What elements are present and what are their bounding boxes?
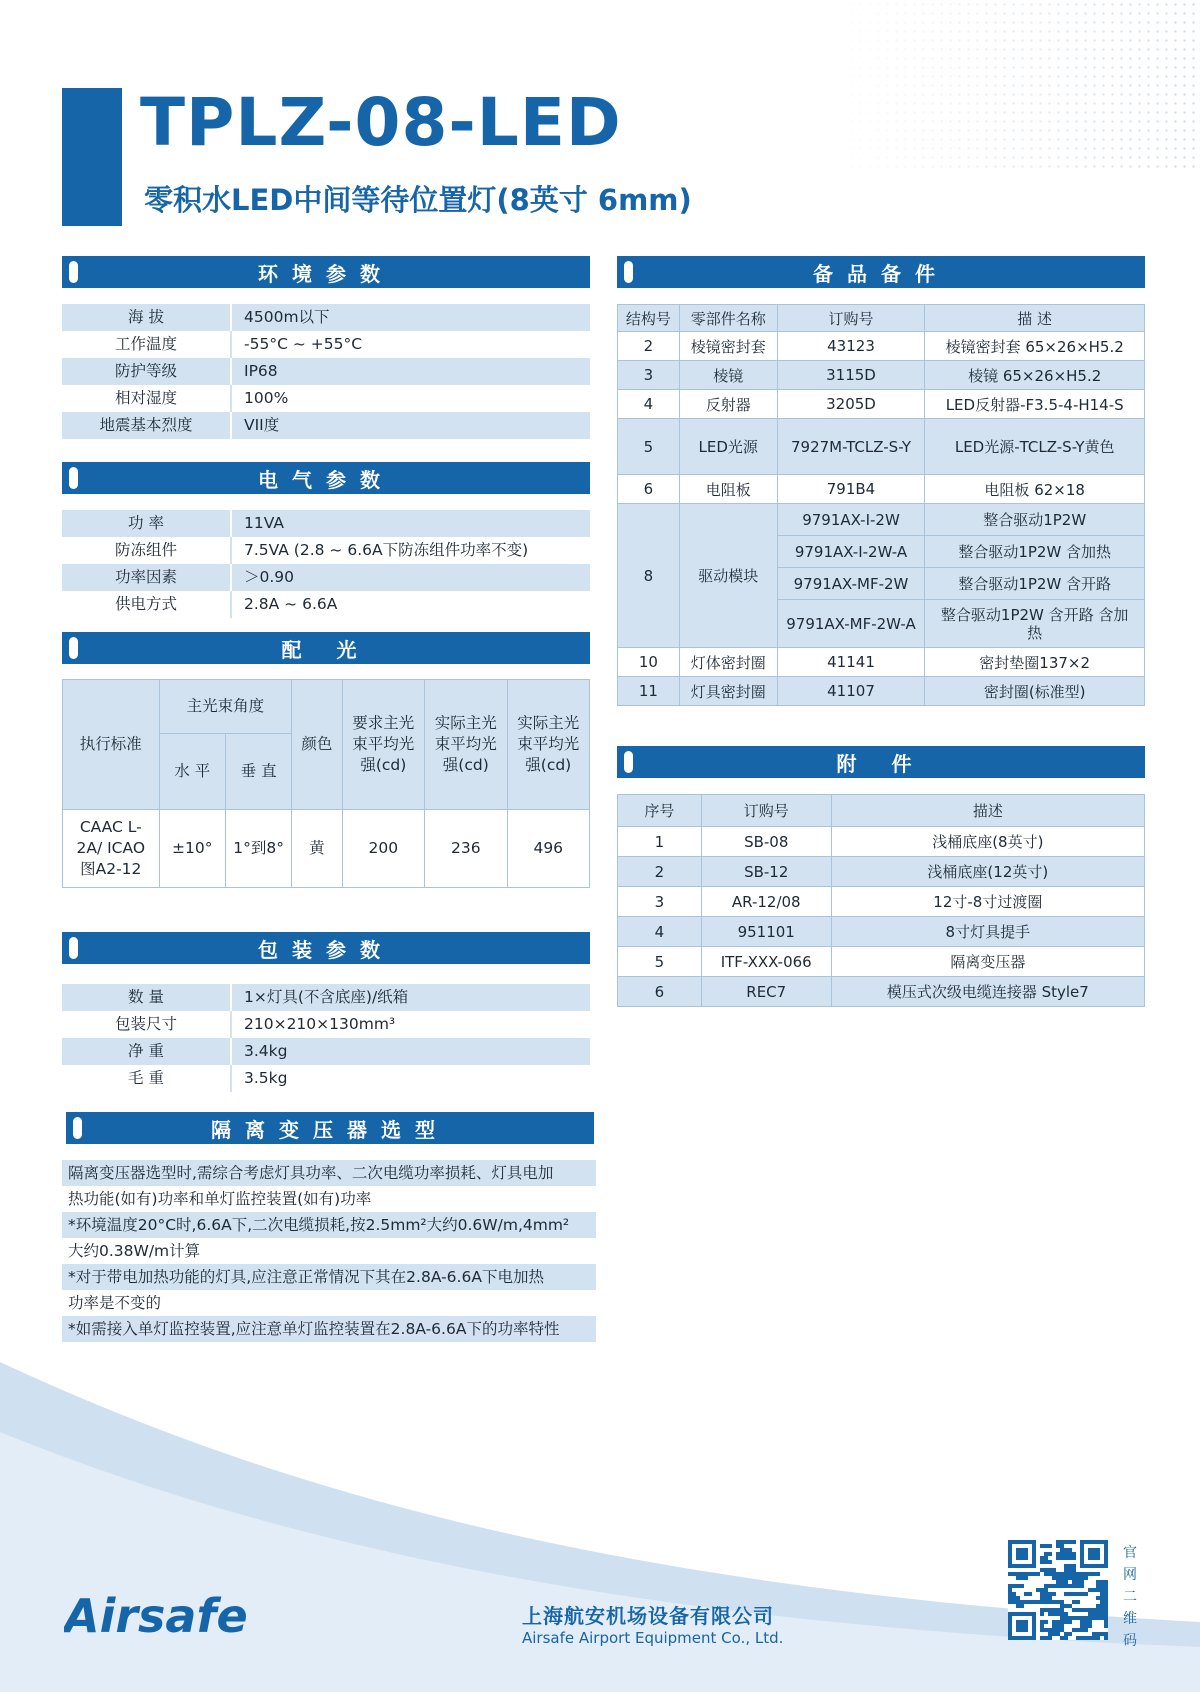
cell-code: 9791AX-MF-2W [777, 568, 925, 600]
param-value: 7.5VA (2.8 ~ 6.6A下防冻组件功率不变) [244, 541, 529, 559]
cell-code: 3205D [777, 390, 925, 419]
param-value: -55°C ~ +55°C [244, 335, 363, 353]
qr-code-label: 官网二维码 [1123, 1545, 1137, 1649]
param-row [62, 331, 590, 358]
cell-desc: 整合驱动1P2W 含加热 [925, 536, 1145, 568]
cell-desc: 棱镜 65×26×H5.2 [925, 361, 1145, 390]
section-header-environment: 环境参数 [62, 256, 590, 288]
param-label: 包装尺寸 [62, 1011, 232, 1038]
cell-code: SB-12 [701, 857, 831, 887]
table-header-cell: 结构号 [618, 305, 680, 332]
param-value: 4500m以下 [244, 308, 330, 326]
table-header-cell: 订购号 [777, 305, 925, 332]
param-label: 功率因素 [62, 564, 232, 591]
cell-no: 4 [618, 917, 702, 947]
note-line: *对于带电加热功能的灯具,应注意正常情况下其在2.8A-6.6A下电加热 [62, 1264, 596, 1290]
light-distribution-table [62, 679, 590, 888]
table-header-cell: 描述 [831, 795, 1144, 827]
param-row [62, 1065, 590, 1092]
cell-no: 8 [618, 504, 680, 648]
cell-desc: 电阻板 62×18 [925, 475, 1145, 504]
param-label: 防护等级 [62, 358, 232, 385]
note-line: 隔离变压器选型时,需综合考虑灯具功率、二次电缆功率损耗、灯具电加 [62, 1160, 596, 1186]
header-actual-intensity-2: 实际主光束平均光强(cd) [507, 680, 589, 810]
cell-code: 7927M-TCLZ-S-Y [777, 419, 925, 475]
param-row [62, 1038, 590, 1065]
note-line: 大约0.38W/m计算 [68, 1242, 201, 1260]
cell-no: 3 [618, 361, 680, 390]
cell-desc: 8寸灯具提手 [831, 917, 1144, 947]
param-value: 3.5kg [244, 1069, 288, 1087]
cell-no: 3 [618, 887, 702, 917]
cell-no: 6 [618, 977, 702, 1007]
param-row [62, 537, 590, 564]
header-standard: 执行标准 [63, 680, 160, 810]
product-model: TPLZ-08-LED [140, 84, 622, 161]
cell-no: 5 [618, 419, 680, 475]
cell-name: 棱镜密封套 [679, 332, 777, 361]
param-row [62, 984, 590, 1011]
note-line: 热功能(如有)功率和单灯监控装置(如有)功率 [68, 1190, 372, 1208]
table-row [618, 857, 1145, 887]
param-label: 毛 重 [62, 1065, 232, 1092]
cell-no: 4 [618, 390, 680, 419]
cell-no: 2 [618, 332, 680, 361]
param-value: 210×210×130mm³ [244, 1015, 396, 1033]
param-label: 防冻组件 [62, 537, 232, 564]
airsafe-logo [64, 1590, 324, 1642]
title-accent-bar [62, 88, 122, 226]
cell-code: 43123 [777, 332, 925, 361]
table-header-row [618, 305, 1145, 332]
param-row [62, 1011, 590, 1038]
table-row [618, 827, 1145, 857]
header-actual-intensity-1: 实际主光束平均光强(cd) [425, 680, 507, 810]
cell-code: 3115D [777, 361, 925, 390]
param-label: 功 率 [62, 510, 232, 537]
param-value: 3.4kg [244, 1042, 288, 1060]
electrical-params [62, 510, 590, 618]
cell-desc: LED反射器-F3.5-4-H14-S [925, 390, 1145, 419]
param-value: 11VA [244, 514, 284, 532]
table-row [618, 419, 1145, 475]
cell-name: 灯具密封圈 [679, 677, 777, 706]
param-label: 供电方式 [62, 591, 232, 618]
param-value: 2.8A ~ 6.6A [244, 595, 338, 613]
svg-text:Airsafe: Airsafe [64, 1590, 248, 1642]
cell-code: SB-08 [701, 827, 831, 857]
table-row [618, 475, 1145, 504]
table-header-cell: 描 述 [925, 305, 1145, 332]
section-header-light: 配 光 [62, 632, 590, 664]
param-row [62, 385, 590, 412]
cell-name: 电阻板 [679, 475, 777, 504]
cell-no: 2 [618, 857, 702, 887]
cell-no: 5 [618, 947, 702, 977]
cell-desc: 密封圈(标准型) [925, 677, 1145, 706]
cell-desc: 棱镜密封套 65×26×H5.2 [925, 332, 1145, 361]
cell-standard: CAAC L-2A/ ICAO 图A2-12 [63, 810, 160, 888]
cell-desc: 模压式次级电缆连接器 Style7 [831, 977, 1144, 1007]
note-line: *如需接入单灯监控装置,应注意单灯监控装置在2.8A-6.6A下的功率特性 [62, 1316, 596, 1342]
table-header-cell: 零部件名称 [679, 305, 777, 332]
table-row [618, 390, 1145, 419]
header-beam-angle: 主光束角度 [159, 680, 292, 734]
header-horizontal: 水 平 [159, 734, 225, 810]
cell-horizontal: ±10° [159, 810, 225, 888]
cell-code: 9791AX-I-2W [777, 504, 925, 536]
table-row [618, 947, 1145, 977]
cell-name: LED光源 [679, 419, 777, 475]
param-label: 工作温度 [62, 331, 232, 358]
cell-code: 41107 [777, 677, 925, 706]
table-row [618, 648, 1145, 677]
table-row [618, 677, 1145, 706]
cell-desc: 整合驱动1P2W 含开路 [925, 568, 1145, 600]
param-value: ＞0.90 [244, 568, 295, 586]
cell-code: 951101 [701, 917, 831, 947]
section-header-accessories: 附 件 [617, 746, 1145, 778]
param-label: 海 拔 [62, 304, 232, 331]
cell-code: 9791AX-MF-2W-A [777, 600, 925, 648]
param-value: IP68 [244, 362, 278, 380]
cell-code: REC7 [701, 977, 831, 1007]
packaging-params [62, 984, 590, 1092]
table-row [618, 361, 1145, 390]
table-row [618, 332, 1145, 361]
transformer-notes [62, 1160, 596, 1342]
cell-code: 41141 [777, 648, 925, 677]
cell-desc: 隔离变压器 [831, 947, 1144, 977]
param-row [62, 510, 590, 537]
header-vertical: 垂 直 [225, 734, 291, 810]
cell-desc: 12寸-8寸过渡圈 [831, 887, 1144, 917]
spare-parts-table [617, 304, 1145, 706]
param-value: VII度 [244, 416, 280, 434]
cell-desc: LED光源-TCLZ-S-Y黄色 [925, 419, 1145, 475]
table-header-cell: 序号 [618, 795, 702, 827]
section-header-electrical: 电气参数 [62, 462, 590, 494]
cell-no: 11 [618, 677, 680, 706]
cell-required: 200 [342, 810, 424, 888]
cell-desc: 整合驱动1P2W [925, 504, 1145, 536]
param-row [62, 591, 590, 618]
cell-code: ITF-XXX-066 [701, 947, 831, 977]
cell-name: 反射器 [679, 390, 777, 419]
cell-desc: 浅桶底座(12英寸) [831, 857, 1144, 887]
cell-color: 黄 [292, 810, 342, 888]
table-row [618, 977, 1145, 1007]
cell-name: 驱动模块 [679, 504, 777, 648]
cell-code: AR-12/08 [701, 887, 831, 917]
cell-name: 灯体密封圈 [679, 648, 777, 677]
param-row [62, 564, 590, 591]
product-subtitle: 零积水LED中间等待位置灯(8英寸 6mm) [144, 183, 692, 217]
table-header-row [618, 795, 1145, 827]
cell-actual-2: 496 [507, 810, 589, 888]
cell-actual-1: 236 [425, 810, 507, 888]
param-label: 相对湿度 [62, 385, 232, 412]
cell-no: 6 [618, 475, 680, 504]
header-required-intensity: 要求主光束平均光强(cd) [342, 680, 424, 810]
section-header-transformer: 隔离变压器选型 [66, 1112, 594, 1144]
param-label: 净 重 [62, 1038, 232, 1065]
param-row [62, 412, 590, 439]
table-row [618, 917, 1145, 947]
environment-params [62, 304, 590, 439]
cell-desc: 浅桶底座(8英寸) [831, 827, 1144, 857]
accessories-table [617, 794, 1145, 1007]
param-row [62, 304, 590, 331]
table-header-cell: 订购号 [701, 795, 831, 827]
cell-code: 9791AX-I-2W-A [777, 536, 925, 568]
param-label: 数 量 [62, 984, 232, 1011]
cell-desc: 密封垫圈137×2 [925, 648, 1145, 677]
section-header-spare-parts: 备品备件 [617, 256, 1145, 288]
cell-no: 10 [618, 648, 680, 677]
cell-name: 棱镜 [679, 361, 777, 390]
cell-no: 1 [618, 827, 702, 857]
cell-code: 791B4 [777, 475, 925, 504]
param-value: 100% [244, 389, 289, 407]
header-color: 颜色 [292, 680, 342, 810]
param-label: 地震基本烈度 [62, 412, 232, 439]
company-name-cn: 上海航安机场设备有限公司 [522, 1604, 774, 1628]
param-value: 1×灯具(不含底座)/纸箱 [244, 988, 409, 1006]
note-line: *环境温度20°C时,6.6A下,二次电缆损耗,按2.5mm²大约0.6W/m,4mm² [62, 1212, 596, 1238]
table-row [618, 887, 1145, 917]
company-name-en: Airsafe Airport Equipment Co., Ltd. [522, 1629, 784, 1647]
param-row [62, 358, 590, 385]
note-line: 功率是不变的 [68, 1294, 162, 1312]
cell-desc: 整合驱动1P2W 含开路 含加热 [925, 600, 1145, 648]
qr-code[interactable] [1008, 1540, 1108, 1640]
cell-vertical: 1°到8° [225, 810, 291, 888]
section-header-packaging: 包装参数 [62, 932, 590, 964]
decorative-dot-grid [820, 0, 1200, 170]
table-row [618, 504, 1145, 536]
